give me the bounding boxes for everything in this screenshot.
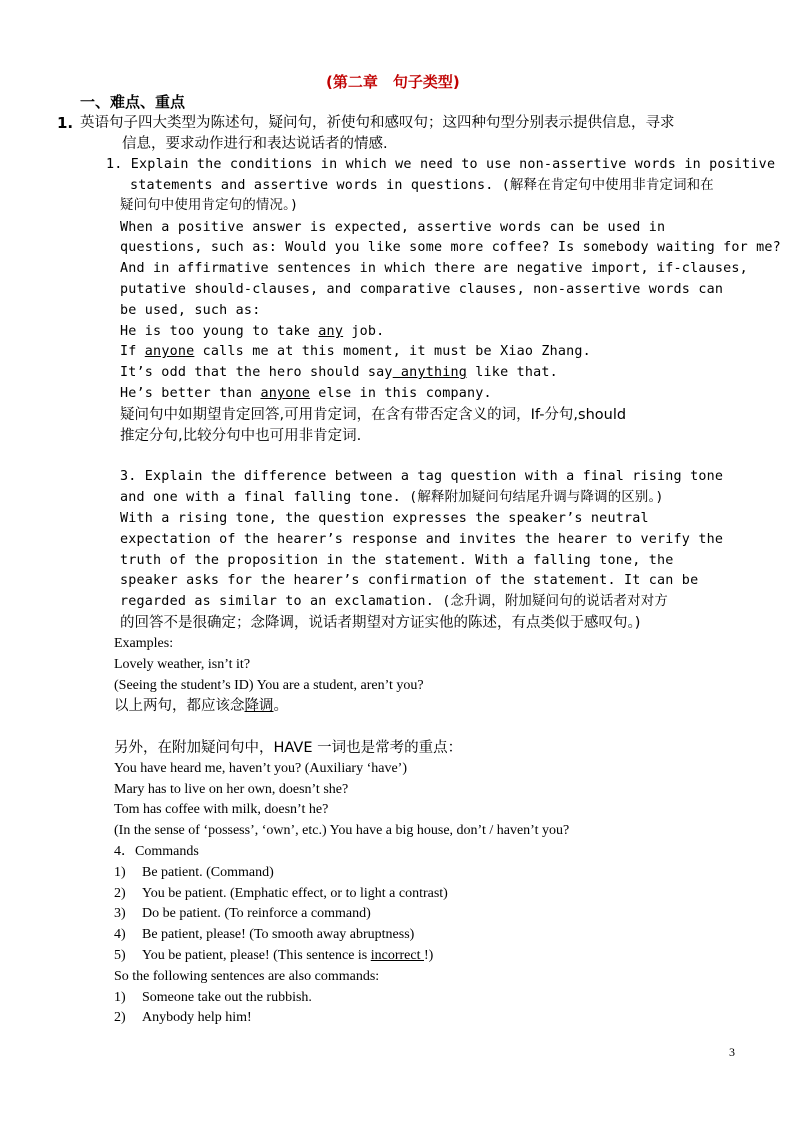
question-line: 疑问句中使用肯定句的情况。) [120,198,299,213]
list-number: 1) [114,865,126,880]
example-sentence: Mary has to live on her own, doesn’t she? [114,782,349,797]
underlined-word: anything [392,365,468,380]
answer-line: And in affirmative sentences in which there are negative import, if-clauses, [120,261,748,276]
paragraph-number: 1. [57,114,74,132]
example-sentence [120,342,591,362]
item-text: You be patient, please! (This sentence is [142,948,371,963]
commands-heading: 4．Commands [114,844,199,859]
chinese-note: 另外，在附加疑问句中，HAVE 一词也是常考的重点： [114,740,463,756]
note-text: 以上两句，都应该念 [114,698,245,714]
example-sentence: (Seeing the student’s ID) You are a student, aren’t you? [114,678,424,693]
answer-line: expectation of the hearer’s response and invites the hearer to verify the [120,532,724,547]
chinese-note: 疑问句中如期望肯定回答,可用肯定词，在含有带否定含义的词，If-分句,should [120,407,627,423]
list-item: You be patient. (Emphatic effect, or to light a contrast) [142,886,448,901]
example-text: He is too young to take [120,324,319,339]
examples-label: Examples: [114,636,174,651]
answer-line: truth of the proposition in the statement. With a falling tone, the [120,553,674,568]
note-text: 。 [273,698,288,714]
list-number: 1) [114,990,126,1005]
paragraph-text-line: 英语句子四大类型为陈述句，疑问句，祈使句和感叹句；这四种句型分别表示提供信息，寻求 [80,115,675,131]
answer-line: speaker asks for the hearer’s confirmation of the statement. It can be [120,573,699,588]
example-sentence [120,363,558,383]
item-text: !) [424,948,434,963]
answer-line: When a positive answer is expected, assertive words can be used in [120,220,666,235]
chinese-note [114,696,288,716]
example-text: job. [343,324,385,339]
list-item: Anybody help him! [142,1010,252,1025]
example-sentence: You have heard me, haven’t you? (Auxiliary ‘have’) [114,761,408,776]
answer-line: be used, such as: [120,303,261,318]
list-item: Do be patient. (To reinforce a command) [142,906,371,921]
answer-line: With a rising tone, the question expresses the speaker’s neutral [120,511,649,526]
list-number: 5) [114,948,126,963]
list-number: 2) [114,886,126,901]
section-heading: 一、难点、重点 [80,93,186,111]
list-item: Be patient. (Command) [142,865,274,880]
chinese-note: 推定分句,比较分句中也可用非肯定词. [120,428,362,444]
example-text: like that. [467,365,558,380]
paragraph-text-line: So the following sentences are also commands: [114,969,380,984]
question-line: 3. Explain the difference between a tag question with a final rising tone [120,469,724,484]
example-text: He’s better than [120,386,261,401]
example-text: If [120,344,145,359]
list-number: 4) [114,927,126,942]
chapter-title: (第二章 句子类型) [326,73,460,91]
example-sentence: (In the sense of ‘possess’, ‘own’, etc.) You have a big house, don’t / haven’t you? [114,823,570,838]
list-item: Be patient, please! (To smooth away abruptness) [142,927,415,942]
example-sentence [120,322,384,342]
underlined-word: incorrect [370,948,424,963]
example-text: else in this company. [310,386,492,401]
list-number: 3) [114,906,126,921]
example-sentence: Tom has coffee with milk, doesn’t he? [114,802,329,817]
question-line: statements and assertive words in questions. (解释在肯定句中使用非肯定词和在 [130,178,714,193]
example-sentence: Lovely weather, isn’t it? [114,657,251,672]
example-text: calls me at this moment, it must be Xiao Zhang. [194,344,591,359]
list-item [142,946,433,966]
answer-line: questions, such as: Would you like some more coffee? Is somebody waiting for me? [120,240,781,255]
example-text: It’s odd that the hero should say [120,365,393,380]
list-item: Someone take out the rubbish. [142,990,312,1005]
paragraph-text-line: 信息，要求动作进行和表达说话者的情感. [122,136,388,152]
answer-line: putative should-clauses, and comparative clauses, non-assertive words can [120,282,724,297]
underlined-word: 降调 [244,698,274,714]
underlined-word: anyone [260,386,311,401]
list-number: 2) [114,1010,126,1025]
page-number: 3 [729,1045,735,1059]
answer-line: 的回答不是很确定；念降调，说话者期望对方证实他的陈述，有点类似于感叹句。) [120,615,641,631]
underlined-word: anyone [144,344,195,359]
answer-line: regarded as similar to an exclamation. (念升调，附加疑问句的说话者对对方 [120,594,668,609]
question-line: and one with a final falling tone. (解释附加疑问句结尾升调与降调的区别。) [120,490,664,505]
underlined-word: any [318,324,344,339]
question-line: 1. Explain the conditions in which we need to use non-assertive words in positive [106,157,776,172]
example-sentence [120,384,492,404]
